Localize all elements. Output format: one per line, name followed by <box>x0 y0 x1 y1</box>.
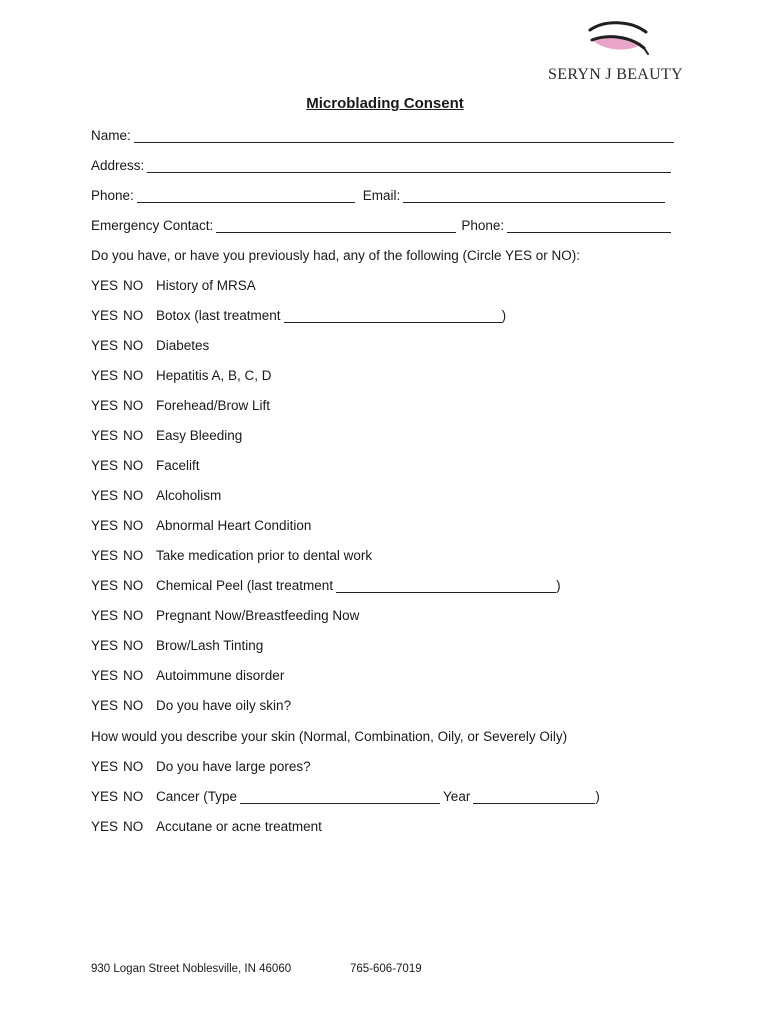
no-option[interactable]: NO <box>123 578 144 593</box>
item-label: Do you have large pores? <box>156 759 311 774</box>
yes-option[interactable]: YES <box>91 368 119 383</box>
item-label: Botox (last treatment <box>156 308 281 323</box>
yes-option[interactable]: YES <box>91 278 119 293</box>
address-blank[interactable] <box>147 158 671 173</box>
list-item <box>91 428 242 443</box>
yes-option[interactable]: YES <box>91 789 119 804</box>
yes-option[interactable]: YES <box>91 338 119 353</box>
yes-option[interactable]: YES <box>91 668 119 683</box>
yes-option[interactable]: YES <box>91 458 119 473</box>
no-option[interactable]: NO <box>123 308 144 323</box>
cancer-year-label: Year <box>443 789 471 804</box>
emergency-phone-label: Phone: <box>461 218 505 233</box>
list-item <box>91 578 561 593</box>
botox-date-blank[interactable] <box>284 308 502 323</box>
item-label: History of MRSA <box>156 278 256 293</box>
list-item <box>91 548 372 563</box>
footer-phone: 765-606-7019 <box>350 963 422 975</box>
no-option[interactable]: NO <box>123 368 144 383</box>
item-label: Facelift <box>156 458 200 473</box>
list-item <box>91 488 221 503</box>
address-label: Address: <box>91 158 145 173</box>
no-option[interactable]: NO <box>123 488 144 503</box>
name-field[interactable] <box>91 128 674 143</box>
brand-name: SERYN J BEAUTY <box>548 66 683 83</box>
closing-paren: ) <box>501 308 507 323</box>
list-item <box>91 458 200 473</box>
item-label: Brow/Lash Tinting <box>156 638 264 653</box>
no-option[interactable]: NO <box>123 638 144 653</box>
no-option[interactable]: NO <box>123 548 144 563</box>
yes-option[interactable]: YES <box>91 608 119 623</box>
item-label: Pregnant Now/Breastfeeding Now <box>156 608 360 623</box>
no-option[interactable]: NO <box>123 819 144 834</box>
list-item <box>91 668 284 683</box>
list-item <box>91 398 270 413</box>
phone-label: Phone: <box>91 188 134 203</box>
yes-option[interactable]: YES <box>91 759 119 774</box>
list-item <box>91 518 311 533</box>
yes-option[interactable]: YES <box>91 819 119 834</box>
eye-lash-icon <box>586 18 650 64</box>
list-item <box>91 308 506 323</box>
peel-date-blank[interactable] <box>336 578 556 593</box>
emergency-row <box>91 218 671 233</box>
item-label: Chemical Peel (last treatment <box>156 578 334 593</box>
item-label: Forehead/Brow Lift <box>156 398 271 413</box>
phone-email-row <box>91 188 665 203</box>
no-option[interactable]: NO <box>123 789 144 804</box>
phone-blank[interactable] <box>137 188 355 203</box>
list-item <box>91 759 311 774</box>
no-option[interactable]: NO <box>123 759 144 774</box>
list-item <box>91 278 256 293</box>
yes-option[interactable]: YES <box>91 578 119 593</box>
list-item <box>91 819 322 834</box>
yes-option[interactable]: YES <box>91 548 119 563</box>
closing-paren: ) <box>595 789 600 804</box>
email-blank[interactable] <box>403 188 665 203</box>
no-option[interactable]: NO <box>123 518 144 533</box>
cancer-year-blank[interactable] <box>473 789 595 804</box>
item-label: Hepatitis A, B, C, D <box>156 368 272 383</box>
no-option[interactable]: NO <box>123 698 144 713</box>
address-field[interactable] <box>91 158 671 173</box>
email-label: Email: <box>362 188 401 203</box>
list-item <box>91 698 291 713</box>
no-option[interactable]: NO <box>123 458 144 473</box>
list-item <box>91 638 263 653</box>
yes-option[interactable]: YES <box>91 518 119 533</box>
no-option[interactable]: NO <box>123 428 144 443</box>
item-label: Do you have oily skin? <box>156 698 292 713</box>
item-label: Alcoholism <box>156 488 222 503</box>
yes-option[interactable]: YES <box>91 638 119 653</box>
question-intro: Do you have, or have you previously had, any of the following (Circle YES or NO): <box>91 248 580 263</box>
list-item <box>91 608 359 623</box>
form-title: Microblading Consent <box>306 95 464 112</box>
item-label: Diabetes <box>156 338 210 353</box>
item-label: Easy Bleeding <box>156 428 243 443</box>
emergency-phone-blank[interactable] <box>507 218 671 233</box>
item-label: Take medication prior to dental work <box>156 548 373 563</box>
no-option[interactable]: NO <box>123 278 144 293</box>
emergency-contact-blank[interactable] <box>216 218 456 233</box>
no-option[interactable]: NO <box>123 668 144 683</box>
no-option[interactable]: NO <box>123 398 144 413</box>
footer-address: 930 Logan Street Noblesville, IN 46060 <box>91 963 292 975</box>
cancer-type-blank[interactable] <box>240 789 440 804</box>
yes-option[interactable]: YES <box>91 428 119 443</box>
no-option[interactable]: NO <box>123 608 144 623</box>
yes-option[interactable]: YES <box>91 698 119 713</box>
item-label: Abnormal Heart Condition <box>156 518 312 533</box>
no-option[interactable]: NO <box>123 338 144 353</box>
yes-option[interactable]: YES <box>91 308 119 323</box>
name-label: Name: <box>91 128 131 143</box>
emergency-contact-label: Emergency Contact: <box>91 218 214 233</box>
list-item <box>91 338 209 353</box>
yes-option[interactable]: YES <box>91 398 119 413</box>
yes-option[interactable]: YES <box>91 488 119 503</box>
brand-logo <box>548 14 683 88</box>
name-blank[interactable] <box>134 128 674 143</box>
skin-question: How would you describe your skin (Normal, Combination, Oily, or Severely Oily) <box>91 729 568 744</box>
list-item <box>91 368 272 383</box>
item-label: Autoimmune disorder <box>156 668 285 683</box>
item-label: Accutane or acne treatment <box>156 819 322 834</box>
closing-paren: ) <box>556 578 561 593</box>
list-item <box>91 789 600 804</box>
item-label: Cancer (Type <box>156 789 238 804</box>
